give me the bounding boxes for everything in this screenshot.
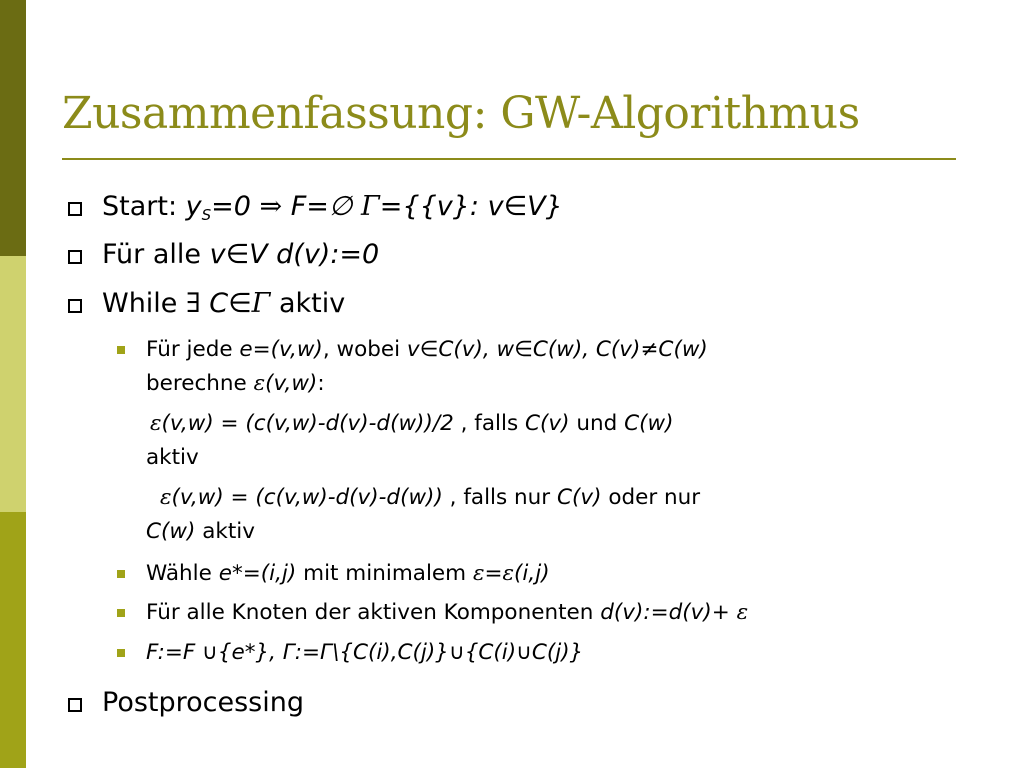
small-square-bullet-icon (117, 346, 125, 354)
bullet-update (146, 639, 583, 667)
small-square-bullet-icon (117, 609, 125, 617)
implies-symbol: ⇒ (259, 191, 283, 222)
empty-set-symbol: ∅ (328, 191, 353, 222)
gamma-symbol: Γ (251, 288, 271, 319)
small-square-bullet-icon (117, 649, 125, 657)
bullet-postprocessing (102, 686, 304, 720)
waehle-e: (i,j) (514, 561, 550, 586)
eps1-cv: C(v) (524, 411, 570, 436)
eps1-a: , falls (453, 411, 525, 436)
small-square-bullet-icon (117, 570, 125, 578)
bullet-fuer-jede-line2 (146, 370, 325, 398)
fuer-jede-a: Für jede (146, 337, 240, 362)
eps1-b: und (569, 411, 625, 436)
eps1-cw: C(w) (624, 411, 674, 436)
knoten-a: Für alle Knoten der aktiven Komponenten (146, 600, 601, 625)
eps1-formula: (v,w) = (c(v,w)-d(v)-d(w))/2 (161, 411, 454, 436)
epsilon-formula-1 (150, 410, 673, 438)
while-label: While (102, 288, 187, 319)
square-bullet-icon (68, 202, 82, 216)
epsilon-symbol: ε (253, 371, 266, 396)
eps2-cv: C(v) (556, 485, 602, 510)
epsilon-formula-1-line2 (146, 444, 199, 472)
start-f: F= (282, 191, 329, 222)
epsilon-symbol: ε (502, 561, 515, 586)
epsilon-symbol: ε (150, 411, 162, 436)
eps2-formula: (v,w) = (c(v,w)-d(v)-d(w)) (171, 485, 443, 510)
bullet-start (102, 190, 563, 232)
bullet-waehle (146, 560, 550, 588)
knoten-b: d(v):=d(v)+ (600, 600, 737, 625)
eps2-b: oder nur (601, 485, 701, 510)
while-tail: aktiv (270, 288, 346, 319)
fuer-alle-math: v∈V d(v):=0 (209, 239, 380, 270)
waehle-d: = (484, 561, 503, 586)
eps2-c: aktiv (195, 519, 255, 544)
gamma-symbol: Γ (352, 191, 380, 222)
epsilon-formula-2-line2 (146, 518, 255, 546)
bullet-fuer-jede (146, 336, 708, 364)
waehle-b: e*=(i,j) (218, 561, 297, 586)
fuer-jede-g: : (317, 371, 325, 396)
start-y: y (185, 191, 202, 222)
fuer-jede-d: v∈C(v), w∈C(w), C(v)≠C(w) (406, 337, 708, 362)
slide-title: Zusammenfassung: GW-Algorithmus (62, 88, 860, 139)
epsilon-formula-2 (160, 484, 700, 512)
waehle-a: Wähle (146, 561, 219, 586)
epsilon-symbol: ε (160, 485, 172, 510)
start-label: Start: (102, 191, 186, 222)
fuer-jede-e: berechne (146, 371, 254, 396)
waehle-c: mit minimalem (296, 561, 473, 586)
postprocessing-label: Postprocessing (102, 687, 304, 718)
square-bullet-icon (68, 250, 82, 264)
square-bullet-icon (68, 299, 82, 313)
fuer-jede-b: e=(v,w) (239, 337, 323, 362)
fuer-jede-f: (v,w) (265, 371, 318, 396)
bullet-fuer-alle (102, 238, 379, 272)
eps2-cw: C(w) (146, 519, 196, 544)
eps2-a: , falls nur (442, 485, 557, 510)
fuer-alle-label: Für alle (102, 239, 210, 270)
bullet-knoten (146, 599, 748, 627)
while-c: C∈ (200, 288, 252, 319)
fuer-jede-c: , wobei (322, 337, 407, 362)
start-eq: =0 (211, 191, 260, 222)
start-rest: ={{v}: v∈V} (379, 191, 563, 222)
epsilon-symbol: ε (736, 600, 749, 625)
start-sub: S (201, 206, 212, 224)
exists-symbol: ∃ (186, 288, 201, 319)
square-bullet-icon (68, 698, 82, 712)
epsilon-symbol: ε (472, 561, 485, 586)
bullet-while (102, 287, 345, 321)
eps1-c: aktiv (146, 445, 199, 470)
update-formula: F:=F ∪{e*}, Γ:=Γ\{C(i),C(j)}∪{C(i)∪C(j)} (146, 640, 584, 665)
